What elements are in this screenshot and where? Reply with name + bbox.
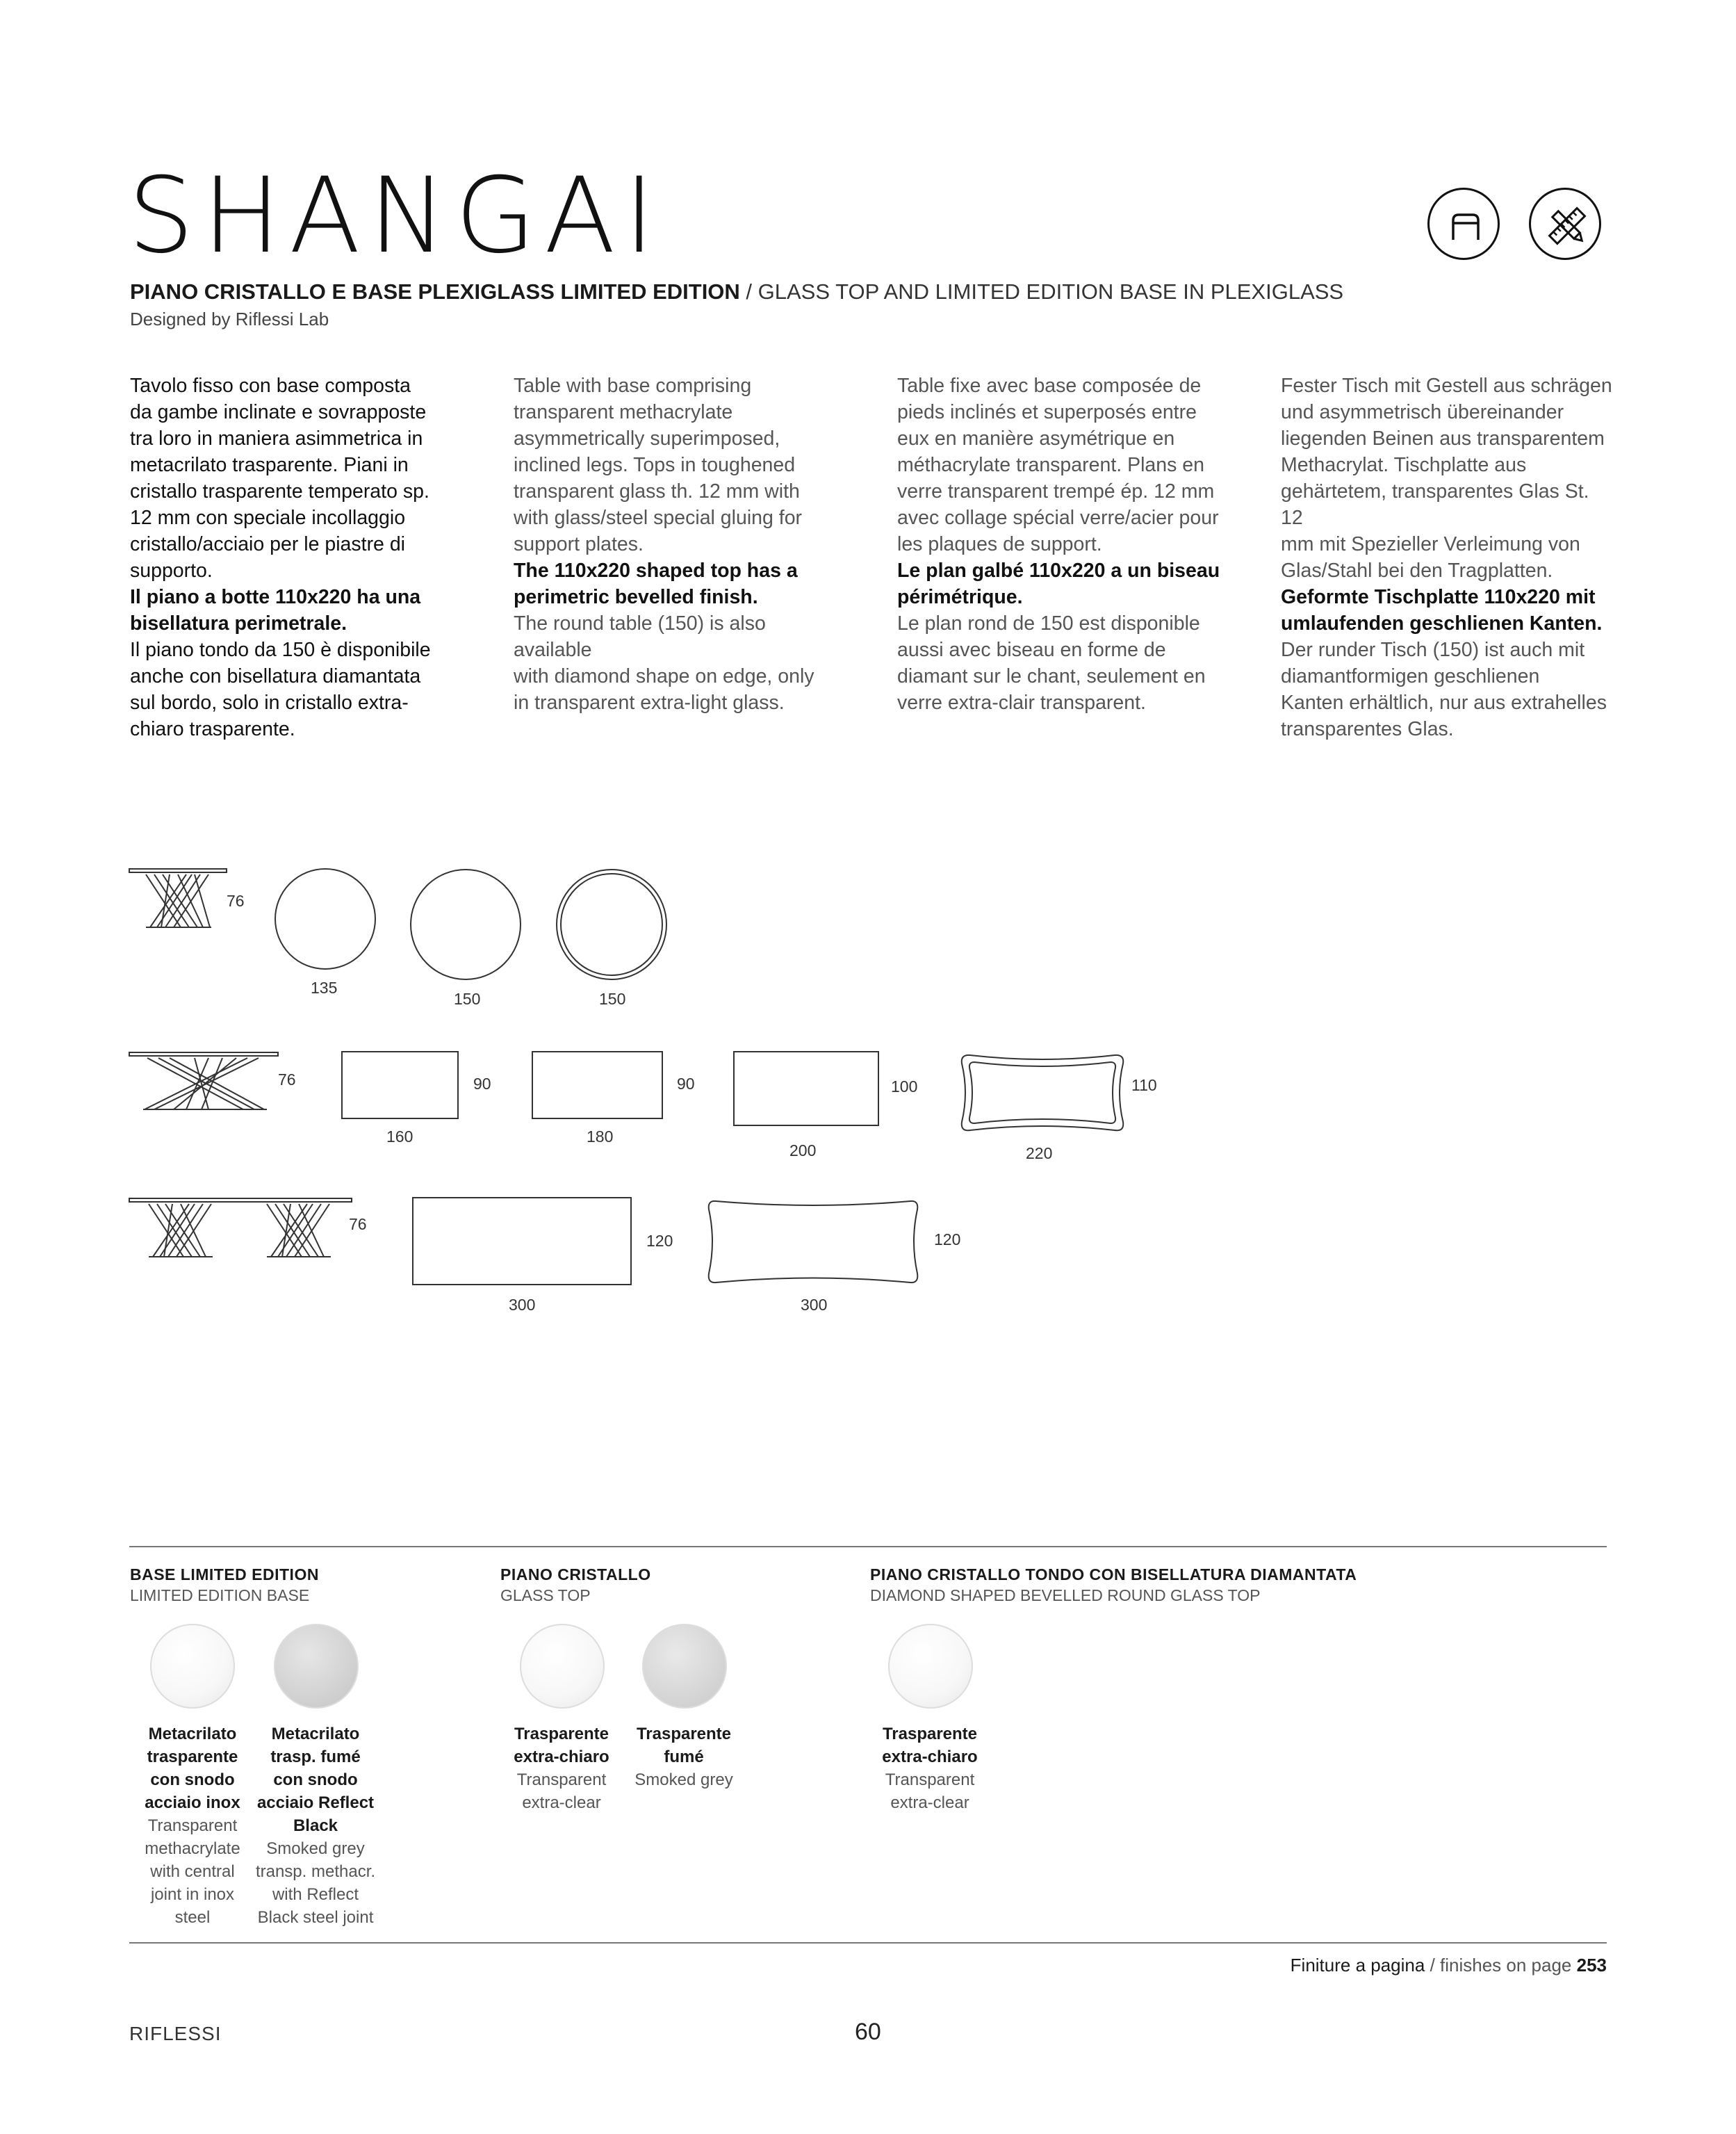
desc-it-p1: Tavolo fisso con base composta da gambe inclinate e sovrapposte tra loro in maniera asimmetrica in metacrilato trasparente. Piani in cristallo trasparente temperato sp. 12 mm con speciale incollaggio cristallo/acciaio per le piastre di supporto. xyxy=(130,375,429,582)
technical-drawings xyxy=(0,848,1736,1335)
width-label: 300 xyxy=(801,1296,828,1314)
rect-top-180 xyxy=(532,1052,662,1118)
finish-heading-diamond: PIANO CRISTALLO TONDO CON BISELLATURA DIAMANTATA xyxy=(870,1565,1357,1583)
finishes-page-reference xyxy=(1291,1955,1607,1976)
desc-en-p2: The 110x220 shaped top has a perimetric bevelled finish. xyxy=(514,560,798,608)
depth-label: 120 xyxy=(646,1232,673,1250)
description-italian xyxy=(130,373,462,742)
width-label: 300 xyxy=(509,1296,536,1314)
diameter-label: 135 xyxy=(311,979,338,997)
finish-subheading-diamond: DIAMOND SHAPED BEVELLED ROUND GLASS TOP xyxy=(870,1586,1261,1604)
rect-top-160 xyxy=(342,1052,458,1118)
footer-note-italian: Finiture a pagina xyxy=(1290,1955,1425,1976)
side-view-rect xyxy=(129,1052,278,1109)
height-label: 76 xyxy=(349,1215,367,1233)
width-label: 180 xyxy=(587,1127,614,1146)
swatch-transparent-methacrylate xyxy=(150,1624,235,1709)
description-german xyxy=(1281,373,1613,742)
fixed-table-icon xyxy=(1427,188,1500,260)
finish-name: Trasparente fumé xyxy=(636,1725,732,1766)
finishes-top-rule xyxy=(129,1546,1607,1547)
rect-top-200 xyxy=(734,1052,878,1125)
height-label: 76 xyxy=(278,1070,296,1089)
description-french xyxy=(897,373,1229,716)
custom-size-icon xyxy=(1529,188,1601,260)
subtitle-english: / GLASS TOP AND LIMITED EDITION BASE IN PLEXIGLASS xyxy=(739,279,1344,304)
footer-note-page: 253 xyxy=(1576,1955,1607,1976)
finish-desc: Transparent extra-clear xyxy=(516,1770,607,1812)
finish-label xyxy=(621,1722,746,1791)
finish-label xyxy=(499,1722,624,1814)
brand-name: RIFLESSI xyxy=(129,2023,222,2044)
height-label: 76 xyxy=(227,892,245,910)
width-label: 220 xyxy=(1026,1144,1053,1162)
finish-desc: Smoked grey transp. methacr. with Reflect Black steel joint xyxy=(255,1839,376,1927)
desc-it-p2: Il piano a botte 110x220 ha una bisellatura perimetrale. xyxy=(130,586,421,635)
designer-credit: Designed by Riflessi Lab xyxy=(130,309,329,329)
depth-label: 90 xyxy=(473,1075,491,1093)
swatch-diamond-extra-clear xyxy=(888,1624,973,1709)
desc-en-p1: Table with base comprising transparent methacrylate asymmetrically superimposed, inclined legs. Tops in toughened transparent glass th. 12 mm with with glass/steel special gluing for support plates. xyxy=(514,375,803,555)
finish-heading-base: BASE LIMITED EDITION xyxy=(130,1565,319,1583)
product-title: SHANGAI xyxy=(128,156,663,277)
width-label: 200 xyxy=(789,1141,817,1159)
desc-fr-p3: Le plan rond de 150 est disponible aussi avec biseau en forme de diamant sur le chant, seulement en verre extra-clair transparent. xyxy=(897,612,1206,714)
diameter-label: 150 xyxy=(454,990,481,1008)
page-number: 60 xyxy=(855,2019,881,2045)
shaped-top-220-bevel xyxy=(969,1062,1115,1123)
finish-name: Trasparente extra-chiaro xyxy=(882,1725,978,1766)
desc-de-p2: Geformte Tischplatte 110x220 mit umlaufenden geschlienen Kanten. xyxy=(1281,586,1603,635)
swatch-smoked-methacrylate xyxy=(274,1624,359,1709)
finish-subheading-base: LIMITED EDITION BASE xyxy=(130,1586,310,1604)
round-top-150 xyxy=(411,870,521,979)
finish-label xyxy=(253,1722,378,1929)
product-subtitle xyxy=(130,278,1343,306)
width-label: 160 xyxy=(386,1127,413,1146)
depth-label: 110 xyxy=(1131,1076,1157,1094)
desc-it-p3: Il piano tondo da 150 è disponibile anche con bisellatura diamantata sul bordo, solo in cristallo extra- chiaro trasparente. xyxy=(130,639,431,740)
desc-fr-p2: Le plan galbé 110x220 a un biseau périmétrique. xyxy=(897,560,1220,608)
finish-heading-glass: PIANO CRISTALLO xyxy=(500,1565,651,1583)
side-view-round xyxy=(129,869,227,927)
description-english xyxy=(514,373,846,716)
side-view-long xyxy=(129,1198,352,1257)
round-top-150-diamond-inner xyxy=(561,874,662,975)
desc-fr-p1: Table fixe avec base composée de pieds inclinés et superposés entre eux en manière asymétrique en méthacrylate transparent. Plans en verre transparent trempé ép. 12 mm avec collage spécial verre/acier pour les plaques de support. xyxy=(897,375,1219,555)
finishes-bottom-rule xyxy=(129,1942,1607,1944)
subtitle-italian: PIANO CRISTALLO E BASE PLEXIGLASS LIMITED EDITION xyxy=(130,279,740,304)
finish-desc: Transparent methacrylate with central joint in inox steel xyxy=(145,1816,240,1927)
depth-label: 120 xyxy=(934,1230,961,1248)
finish-name: Trasparente extra-chiaro xyxy=(514,1725,609,1766)
round-top-135 xyxy=(275,869,375,969)
finish-label xyxy=(130,1722,255,1929)
finish-name: Metacrilato trasparente con snodo acciaio inox xyxy=(145,1725,240,1812)
finish-desc: Smoked grey xyxy=(634,1770,733,1789)
finish-desc: Transparent extra-clear xyxy=(885,1770,975,1812)
swatch-glass-smoked xyxy=(642,1624,727,1709)
round-top-150-diamond xyxy=(557,870,666,979)
rect-top-300 xyxy=(413,1198,631,1285)
depth-label: 90 xyxy=(677,1075,695,1093)
swatch-glass-extra-clear xyxy=(520,1624,605,1709)
desc-de-p3: Der runder Tisch (150) ist auch mit diamantformigen geschlienen Kanten erhältlich, nur aus extrahelles transparentes Glas. xyxy=(1281,639,1607,740)
desc-en-p3: The round table (150) is also available with diamond shape on edge, only in transparent extra-light glass. xyxy=(514,612,814,714)
finish-subheading-glass: GLASS TOP xyxy=(500,1586,591,1604)
depth-label: 100 xyxy=(891,1077,918,1095)
finish-label xyxy=(867,1722,992,1814)
diameter-label: 150 xyxy=(599,990,626,1008)
footer-note-english: / finishes on page xyxy=(1425,1955,1577,1976)
finish-name: Metacrilato trasp. fumé con snodo acciaio Reflect Black xyxy=(256,1725,375,1835)
desc-de-p1: Fester Tisch mit Gestell aus schrägen und asymmetrisch übereinander liegenden Beinen aus transparentem Methacrylat. Tischplatte aus gehärtetem, transparentes Glas St. 12 mm mit Spezieller Verleimung von Glas/Stahl bei den Tragplatten. xyxy=(1281,375,1612,582)
shaped-top-300 xyxy=(709,1201,918,1282)
